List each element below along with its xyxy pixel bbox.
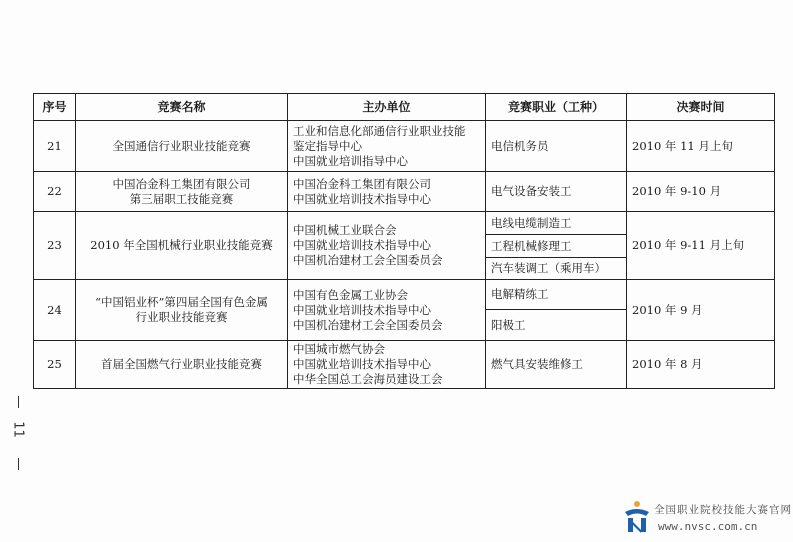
watermark-url[interactable]: www.nvsc.com.cn	[658, 520, 758, 533]
competition-name	[76, 280, 288, 341]
competition-name-line: 2010 年全国机械行业职业技能竞赛	[90, 238, 273, 252]
occupation: 电信机务员	[486, 121, 627, 172]
organizer	[288, 280, 486, 341]
competition-name	[76, 172, 288, 212]
header-name: 竞赛名称	[76, 94, 288, 121]
page-number-dash	[18, 396, 19, 408]
row-number: 25	[34, 341, 76, 389]
nvsc-logo-icon	[622, 500, 652, 534]
row-number: 24	[34, 280, 76, 341]
organizer-line: 工业和信息化部通信行业职业技能	[293, 123, 466, 138]
final-time: 2010 年 9 月	[627, 280, 775, 341]
competition-name	[76, 212, 288, 280]
site-watermark	[622, 500, 790, 538]
header-time: 决赛时间	[627, 94, 775, 121]
page-number-text: 11	[10, 421, 26, 438]
organizer-line: 鉴定指导中心	[293, 138, 362, 153]
page-number-dash	[18, 458, 19, 470]
organizer-line: 中国就业培训技术指导中心	[293, 302, 431, 317]
organizer-line: 中国有色金属工业协会	[293, 287, 408, 302]
final-time: 2010 年 11 月上旬	[627, 121, 775, 172]
competition-name	[76, 121, 288, 172]
page-number	[10, 396, 30, 476]
row-number: 23	[34, 212, 76, 280]
organizer	[288, 172, 486, 212]
final-time: 2010 年 8 月	[627, 341, 775, 389]
occupation: 电气设备安装工	[486, 172, 627, 212]
organizer-line: 中国机冶建材工会全国委员会	[293, 317, 443, 332]
competition-name-line: 行业职业技能竞赛	[135, 310, 228, 324]
final-time: 2010 年 9-10 月	[627, 172, 775, 212]
organizer	[288, 212, 486, 280]
organizer-line: 中国机械工业联合会	[293, 223, 397, 237]
row-number: 22	[34, 172, 76, 212]
occupation: 汽车装调工（乘用车）	[486, 258, 627, 280]
table-row	[34, 172, 775, 212]
competition-name	[76, 341, 288, 389]
occupation: 电线电缆制造工	[486, 212, 627, 235]
row-number: 21	[34, 121, 76, 172]
competition-name-line: 全国通信行业职业技能竞赛	[112, 138, 251, 153]
competition-table	[33, 93, 775, 389]
organizer	[288, 121, 486, 172]
competition-name-line: 第三届职工技能竞赛	[129, 191, 234, 206]
occupation: 燃气具安装维修工	[486, 341, 627, 389]
header-no: 序号	[34, 94, 76, 121]
competition-name-line: “中国铝业杯”第四届全国有色金属	[95, 295, 268, 309]
table-header-row	[34, 94, 775, 121]
watermark-title: 全国职业院校技能大赛官网	[654, 504, 792, 516]
header-job: 竞赛职业（工种）	[486, 94, 627, 121]
organizer	[288, 341, 486, 389]
final-time: 2010 年 9-11 月上旬	[627, 212, 775, 280]
organizer-line: 中国冶金科工集团有限公司	[293, 176, 431, 191]
table-row	[34, 212, 775, 235]
competition-name-line: 首届全国燃气行业职业技能竞赛	[101, 357, 262, 371]
organizer-line: 中国就业培训技术指导中心	[293, 191, 431, 206]
header-org: 主办单位	[288, 94, 486, 121]
occupation: 工程机械修理工	[486, 235, 627, 258]
organizer-line: 中国就业培训技术指导中心	[293, 238, 431, 252]
organizer-line: 中华全国总工会海员建设工会	[293, 372, 443, 386]
organizer-line: 中国机冶建材工会全国委员会	[293, 253, 443, 267]
occupation: 电解精练工	[486, 280, 627, 310]
organizer-line: 中国就业培训指导中心	[293, 153, 408, 168]
table-row	[34, 341, 775, 389]
table-row	[34, 280, 775, 310]
occupation: 阳极工	[486, 310, 627, 341]
organizer-line: 中国城市燃气协会	[293, 342, 385, 356]
competition-name-line: 中国冶金科工集团有限公司	[112, 176, 251, 191]
organizer-line: 中国就业培训技术指导中心	[293, 357, 431, 371]
table-row	[34, 121, 775, 172]
